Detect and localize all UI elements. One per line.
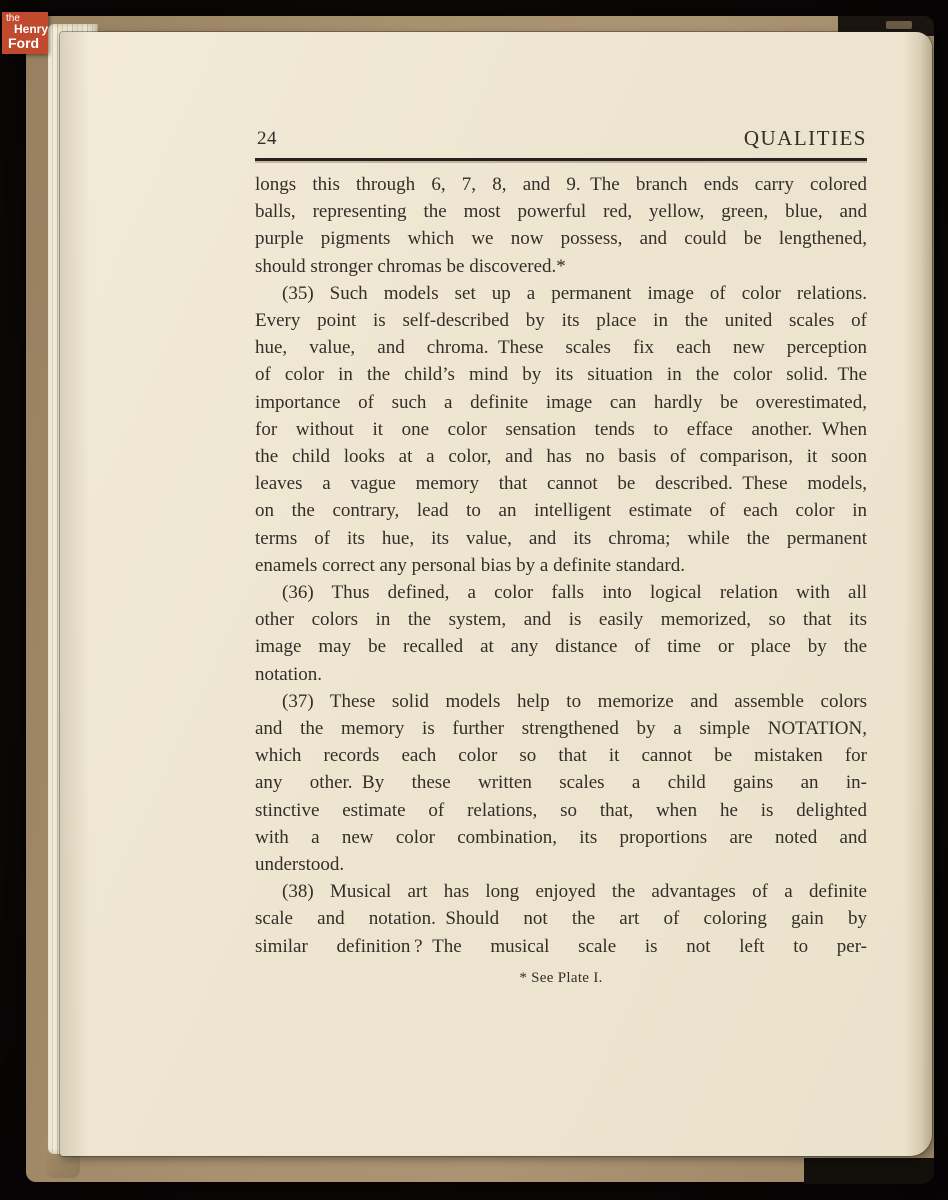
text-line: (36) Thus defined, a color falls into logical relation with all [282, 582, 867, 604]
edge-marking [886, 21, 912, 29]
text-line: scale and notation. Should not the art of coloring gain by [255, 908, 867, 930]
text-line: on the contrary, lead to an intelligent estimate of each color in [255, 500, 867, 522]
paragraph-37 [255, 688, 867, 878]
text-line: purple pigments which we now possess, and could be lengthened, [255, 228, 867, 250]
text-line: image may be recalled at any distance of time or place by the [255, 636, 867, 658]
cover-shadow-bottom-right [804, 1158, 934, 1184]
text-line: for without it one color sensation tends to efface another. When [255, 418, 867, 440]
text-line: should stronger chromas be discovered.* [255, 255, 566, 277]
paragraph-continuation [255, 171, 867, 280]
text-line: hue, value, and chroma. These scales fix each new perception [255, 337, 867, 359]
text-line: and the memory is further strengthened by a simple NOTATION, [255, 718, 867, 740]
text-line: enamels correct any personal bias by a definite standard. [255, 554, 685, 576]
page-header [255, 126, 867, 152]
body-text [255, 171, 867, 960]
logo-text-the: the [6, 13, 20, 24]
text-line: balls, representing the most powerful red, yellow, green, blue, and [255, 201, 867, 223]
paragraph-38 [255, 878, 867, 960]
header-rule [255, 158, 867, 161]
text-line: similar definition ? The musical scale is not left to per- [255, 935, 867, 957]
text-line: (38) Musical art has long enjoyed the advantages of a definite [282, 881, 867, 903]
text-line: (37) These solid models help to memorize and assemble colors [282, 690, 867, 712]
paragraph-36 [255, 579, 867, 688]
text-line: the child looks at a color, and has no basis of comparison, it soon [255, 446, 867, 468]
text-line: stinctive estimate of relations, so that, when he is delighted [255, 799, 867, 821]
text-line: leaves a vague memory that cannot be described. These models, [255, 473, 867, 495]
text-line: other colors in the system, and is easily memorized, so that its [255, 609, 867, 631]
text-line: notation. [255, 663, 323, 685]
text-line: terms of its hue, its value, and its chroma; while the permanent [255, 527, 867, 549]
book-page [60, 32, 932, 1156]
text-line: longs this through 6, 7, 8, and 9. The branch ends carry colored [255, 174, 867, 195]
text-line: (35) Such models set up a permanent image of color relations. [282, 282, 867, 304]
page-number: 24 [257, 128, 277, 149]
text-line: importance of such a definite image can hardly be overestimated, [255, 391, 867, 413]
henry-ford-logo [2, 12, 48, 54]
footnote: * See Plate I. [519, 970, 603, 986]
text-line: Every point is self-described by its place in the united scales of [255, 310, 867, 332]
page-content [255, 32, 867, 1156]
text-line: any other. By these written scales a child gains an in- [255, 772, 867, 794]
text-line: of color in the child’s mind by its situation in the color solid. The [255, 364, 867, 386]
text-line: which records each color so that it cannot be mistaken for [255, 745, 867, 767]
logo-text-henry: Henry [14, 22, 49, 36]
logo-text-ford: Ford [8, 35, 40, 51]
running-header: QUALITIES [743, 126, 867, 150]
text-line: with a new color combination, its proportions are noted and [255, 826, 867, 848]
paragraph-35 [255, 280, 867, 579]
text-line: understood. [255, 854, 345, 876]
